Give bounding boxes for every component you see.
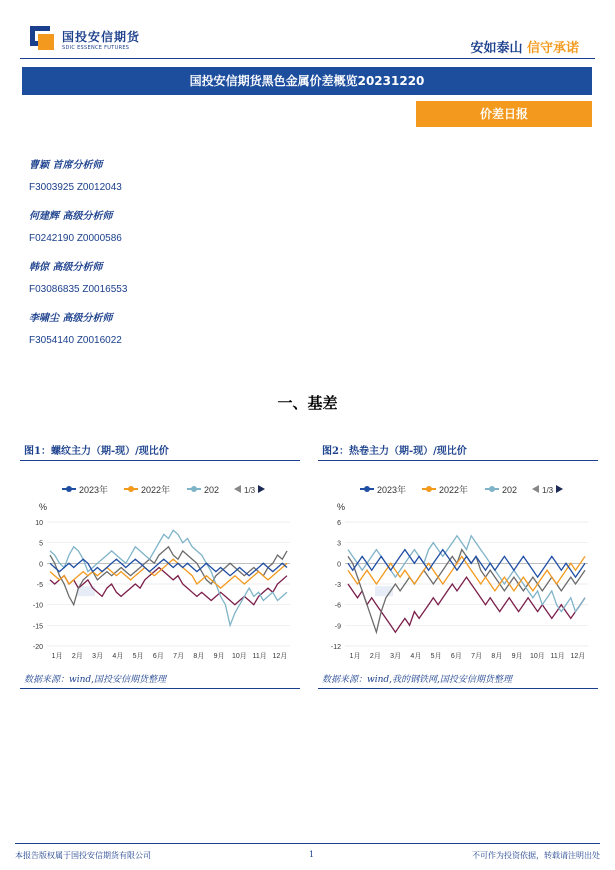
x-tick-label: 12月 bbox=[570, 653, 586, 660]
x-tick-label: 5月 bbox=[132, 653, 144, 660]
x-tick-label: 8月 bbox=[193, 653, 205, 660]
x-tick-label: 11月 bbox=[252, 653, 267, 660]
y-tick-label: -6 bbox=[334, 602, 341, 610]
legend-marker bbox=[364, 486, 370, 492]
legend-pager: 1/3 bbox=[244, 486, 256, 495]
legend-marker bbox=[66, 486, 72, 492]
legend-next-icon bbox=[258, 485, 265, 493]
legend-pager: 1/3 bbox=[542, 486, 554, 495]
analyst-ids: F3054140 Z0016022 bbox=[29, 334, 122, 346]
y-tick-label: 6 bbox=[337, 520, 341, 527]
x-tick-label: 9月 bbox=[511, 653, 523, 660]
slogan-part1: 安如泰山 bbox=[470, 41, 523, 56]
x-tick-label: 1月 bbox=[51, 653, 63, 660]
analyst-name: 何建辉 高级分析师 bbox=[29, 211, 113, 222]
chart-1-svg bbox=[22, 470, 300, 665]
x-tick-label: 10月 bbox=[529, 653, 545, 660]
y-axis-unit: % bbox=[337, 502, 346, 512]
y-tick-label: -15 bbox=[32, 623, 43, 631]
y-tick-label: 0 bbox=[337, 561, 341, 569]
y-tick-label: -3 bbox=[334, 582, 341, 589]
legend-label: 202 bbox=[204, 485, 220, 495]
x-tick-label: 5月 bbox=[430, 653, 442, 660]
company-name-cn: 国投安信期货 bbox=[62, 29, 141, 44]
x-tick-label: 7月 bbox=[471, 653, 483, 660]
slogan bbox=[470, 37, 579, 56]
x-tick-label: 11月 bbox=[550, 653, 565, 660]
x-tick-label: 4月 bbox=[112, 653, 124, 660]
x-tick-label: 9月 bbox=[213, 653, 225, 660]
figure-1-source: 数据来源：wind,国投安信期货整理 bbox=[24, 675, 167, 685]
section-title: 一、基差 bbox=[277, 394, 338, 412]
footer-page-number: 1 bbox=[309, 850, 315, 859]
legend-marker bbox=[128, 486, 134, 492]
figure-2-chart bbox=[320, 470, 598, 665]
footer-divider bbox=[15, 843, 600, 844]
header-divider bbox=[20, 58, 595, 59]
legend-label: 2022年 bbox=[141, 485, 171, 495]
x-tick-label: 6月 bbox=[450, 653, 462, 660]
x-tick-label: 2月 bbox=[369, 653, 381, 660]
logo-mark-icon bbox=[30, 26, 56, 52]
legend-marker bbox=[489, 486, 495, 492]
x-tick-label: 1月 bbox=[349, 653, 361, 660]
figure-2-top-rule bbox=[318, 460, 598, 461]
report-title: 国投安信期货黑色金属价差概览20231220 bbox=[22, 67, 592, 95]
legend-marker bbox=[426, 486, 432, 492]
figure-1-chart bbox=[22, 470, 300, 665]
footer-disclaimer: 不可作为投资依据，转载请注明出处 bbox=[472, 851, 600, 860]
analyst-ids: F3003925 Z0012043 bbox=[29, 181, 122, 193]
footer-copyright: 本报告版权属于国投安信期货有限公司 bbox=[15, 851, 151, 860]
figure-1-title: 图1：螺纹主力（期-现）/现比价 bbox=[24, 446, 169, 457]
y-tick-label: 10 bbox=[35, 520, 43, 527]
y-tick-label: -9 bbox=[334, 623, 341, 631]
y-tick-label: -12 bbox=[330, 644, 341, 651]
company-name-en: SDIC ESSENCE FUTURES bbox=[62, 44, 130, 51]
y-tick-label: 3 bbox=[337, 540, 341, 548]
legend-next-icon bbox=[556, 485, 563, 493]
figure-2-bottom-rule bbox=[318, 688, 598, 689]
company-logo bbox=[30, 26, 140, 52]
x-tick-label: 6月 bbox=[152, 653, 164, 660]
figure-2-title: 图2：热卷主力（期-现）/现比价 bbox=[322, 446, 467, 457]
x-tick-label: 2月 bbox=[71, 653, 83, 660]
y-tick-label: 0 bbox=[39, 561, 43, 569]
analyst-ids: F0242190 Z0000586 bbox=[29, 232, 122, 244]
analyst-list bbox=[29, 156, 127, 360]
y-tick-label: 5 bbox=[39, 540, 43, 548]
analyst-name: 韩倞 高级分析师 bbox=[29, 262, 103, 273]
series-line bbox=[348, 556, 585, 591]
y-tick-label: -5 bbox=[36, 582, 43, 589]
report-tag: 价差日报 bbox=[416, 101, 592, 127]
legend-prev-icon bbox=[532, 485, 539, 493]
x-tick-label: 8月 bbox=[491, 653, 503, 660]
x-tick-label: 4月 bbox=[410, 653, 422, 660]
x-tick-label: 3月 bbox=[92, 653, 104, 660]
y-axis-unit: % bbox=[39, 502, 48, 512]
y-tick-label: -20 bbox=[32, 644, 43, 651]
x-tick-label: 12月 bbox=[272, 653, 288, 660]
legend-label: 2022年 bbox=[439, 485, 469, 495]
y-tick-label: -10 bbox=[32, 602, 43, 610]
analyst-ids: F03086835 Z0016553 bbox=[29, 283, 128, 295]
chart-2-svg bbox=[320, 470, 598, 665]
slogan-part2: 信守承诺 bbox=[526, 41, 579, 56]
x-tick-label: 3月 bbox=[390, 653, 402, 660]
figure-1-bottom-rule bbox=[20, 688, 300, 689]
legend-prev-icon bbox=[234, 485, 241, 493]
x-tick-label: 10月 bbox=[231, 653, 247, 660]
legend-label: 202 bbox=[502, 485, 518, 495]
legend-marker bbox=[191, 486, 197, 492]
analyst-name: 曹颖 首席分析师 bbox=[29, 160, 103, 171]
analyst-name: 李啸尘 高级分析师 bbox=[29, 313, 113, 324]
figure-2-source: 数据来源：wind,我的钢铁网,国投安信期货整理 bbox=[322, 675, 512, 685]
x-tick-label: 7月 bbox=[173, 653, 185, 660]
figure-1-top-rule bbox=[20, 460, 300, 461]
legend-label: 2023年 bbox=[79, 485, 109, 495]
legend-label: 2023年 bbox=[377, 485, 407, 495]
